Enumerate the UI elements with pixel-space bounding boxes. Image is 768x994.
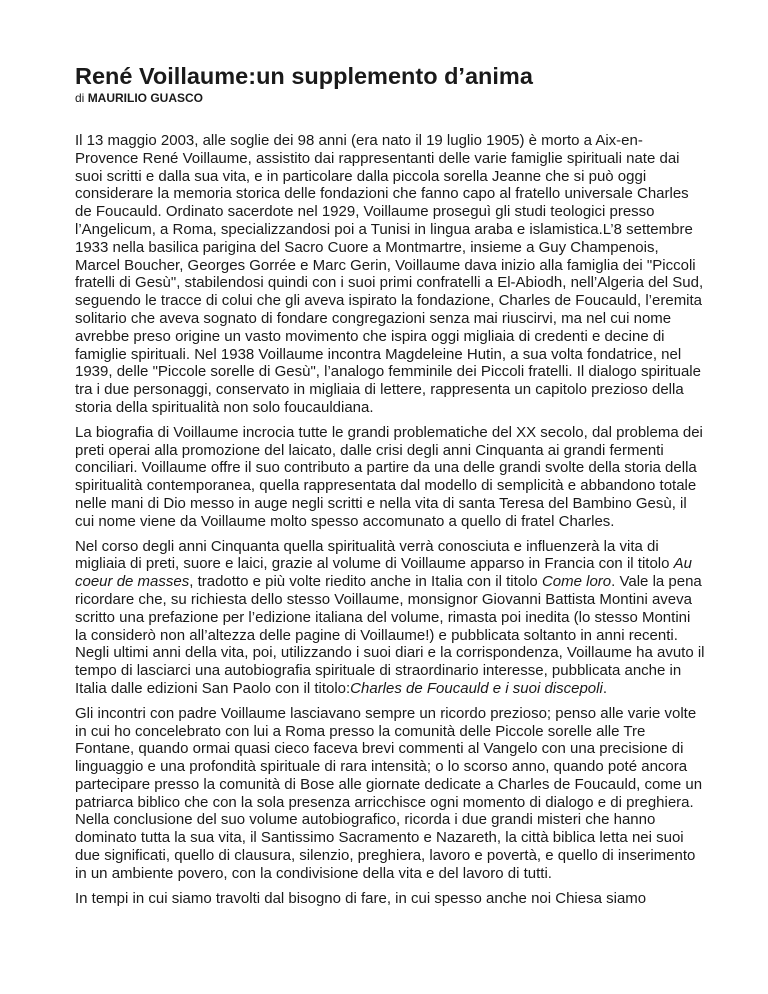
- author-name: MAURILIO GUASCO: [87, 91, 204, 105]
- article-body: [75, 132, 705, 907]
- paragraph: La biografia di Voillaume incrocia tutte le grandi problematiche del XX secolo, dal problema dei preti operai alla promozione del laicato, dalle crisi degli anni Cinquanta ai grandi fermenti conciliari. Voillaume offre il suo contributo a partire da una delle grandi svolte della storia della spiritualità contemporanea, quella rappresentata dal modello di semplicità e abbandono totale nelle mani di Dio messo in auge negli scritti e nella vita di santa Teresa del Bambino Gesù, il cui nome viene da Voillaume molto spesso accomunato a quello di fratel Charles.: [75, 423, 703, 530]
- paragraph: Il 13 maggio 2003, alle soglie dei 98 anni (era nato il 19 luglio 1905) è morto a Aix-en-Provence René Voillaume, assistito dai rappresentanti delle varie famiglie spirituali nate dai suoi scritti e dalla sua vita, e in particolare dalla piccola sorella Jeanne che si può oggi considerare la memoria storica delle fondazioni che fanno capo al fratello universale Charles de Foucauld. Ordinato sacerdote nel 1929, Voillaume proseguì gli studi teologici presso l’Angelicum, a Roma, specializzandosi poi a Tunisi in lingua araba e islamistica.L’8 settembre 1933 nella basilica parigina del Sacro Cuore a Montmartre, insieme a Guy Champenois, Marcel Boucher, Georges Gorrée e Marc Gerin, Voillaume dava inizio alla famiglia dei "Piccoli fratelli di Gesù", stabilendosi quindi con i suoi primi confratelli a El-Abiodh, nell’Algeria del Sud, seguendo le tracce di colui che gli aveva ispirato la fondazione, Charles de Foucauld, l’eremita solitario che aveva sognato di fondare congregazioni senza mai riuscirvi, ma nel cui nome avrebbe preso origine un vasto movimento che ispira oggi migliaia di credenti e decine di famiglie spirituali. Nel 1938 Voillaume incontra Magdeleine Hutin, a sua volta fondatrice, nel 1939, delle "Piccole sorelle di Gesù", l’analogo femminile dei Piccoli fratelli. Il dialogo spirituale tra i due personaggi, conservato in migliaia di lettere, rappresenta un capitolo prezioso della storia della spiritualità non solo foucauldiana.: [75, 132, 704, 416]
- byline-prefix: di: [75, 91, 88, 105]
- paragraph-text: Nel corso degli anni Cinquanta quella spiritualità verrà conosciuta e influenzerà la vita di migliaia di preti, suore e laici, grazie al volume di Voillaume apparso in Francia con il titolo: [75, 537, 674, 573]
- article-title: René Voillaume:un supplemento d’anima: [75, 63, 533, 89]
- paragraph: In tempi in cui siamo travolti dal bisogno di fare, in cui spesso anche noi Chiesa siamo: [75, 889, 647, 907]
- book-title: Au coeur de masses: [75, 555, 692, 591]
- paragraph: Gli incontri con padre Voillaume lasciavano sempre un ricordo prezioso; penso alle varie volte in cui ho concelebrato con lui a Roma presso la comunità delle Piccole sorelle alle Tre Fontane, quando ormai quasi cieco faceva brevi commenti al Vangelo con una precisione di linguaggio e una profondità spirituale di rara intensità; o lo scorso anno, quando poté ancora partecipare presso la comunità di Bose alle giornate dedicate a Charles de Foucauld, come un patriarca biblico che con la sola presenza arricchisce ogni momento di dialogo e di preghiera. Nella conclusione del suo volume autobiografico, ricorda i due grandi misteri che hanno dominato tutta la sua vita, il Santissimo Sacramento e Nazareth, la città biblica letta nei suoi due significati, quello di clausura, silenzio, preghiera, lavoro e povertà, e quello di inserimento in un ambiente povero, con la condivisione della vita e del lavoro di tutti.: [75, 704, 703, 882]
- byline: [75, 91, 705, 105]
- paragraph-text: .: [602, 679, 607, 697]
- book-title: Come loro: [541, 573, 612, 591]
- book-title: Charles de Foucauld e i suoi discepoli: [350, 679, 603, 697]
- paragraph: [75, 538, 705, 698]
- paragraph-text: . Vale la pena ricordare che, su richiesta dello stesso Voillaume, monsignor Giovanni Battista Montini aveva scritto una prefazione per l’edizione italiana del volume, rimasta poi inedita (lo stesso Montini la considerò non all’altezza delle pagine di Voillaume!) e pubblicata soltanto in anni recenti. Negli ultimi anni della vita, poi, utilizzando i suoi diari e la corrispondenza, Voillaume ha avuto il tempo di lasciarci una autobiografia spirituale di straordinario interesse, pubblicata anche in Italia dalle edizioni San Paolo con il titolo:: [75, 573, 705, 697]
- paragraph-text: , tradotto e più volte riedito anche in Italia con il titolo: [189, 573, 542, 591]
- document-page: [75, 62, 705, 914]
